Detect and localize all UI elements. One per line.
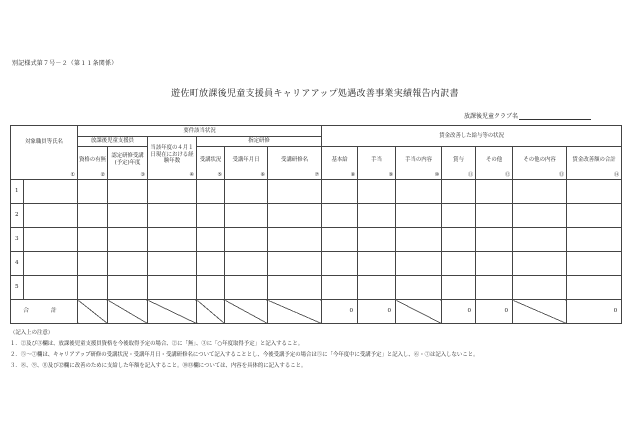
- header-training-name: 受講研修名 ⑦: [268, 147, 322, 180]
- cell-other-detail[interactable]: [513, 276, 567, 300]
- header-requirements: 要件該当状況: [78, 126, 322, 137]
- cell-bonus[interactable]: [442, 228, 476, 252]
- table-row: [11, 276, 622, 300]
- cell-experience[interactable]: [148, 276, 197, 300]
- cell-other-detail[interactable]: [513, 252, 567, 276]
- cell-bonus[interactable]: [442, 276, 476, 300]
- cell-allowance[interactable]: [358, 276, 396, 300]
- total-diagonal-training-status: [197, 300, 225, 324]
- table-row: [11, 204, 622, 228]
- cell-experience[interactable]: [148, 228, 197, 252]
- table-row: [11, 228, 622, 252]
- cell-base-pay[interactable]: [322, 180, 358, 204]
- cell-total[interactable]: [567, 276, 622, 300]
- row-number: 2: [11, 204, 24, 228]
- cell-qualification[interactable]: [78, 228, 108, 252]
- cell-training-name[interactable]: [268, 228, 322, 252]
- cell-experience[interactable]: [148, 204, 197, 228]
- cell-other-detail[interactable]: [513, 228, 567, 252]
- cell-cert-training[interactable]: [108, 252, 148, 276]
- total-diagonal-other-detail: [513, 300, 567, 324]
- total-diagonal-allowance-detail: [396, 300, 442, 324]
- cell-base-pay[interactable]: [322, 228, 358, 252]
- cell-training-date[interactable]: [225, 252, 268, 276]
- total-bonus: 0: [442, 300, 476, 324]
- cell-allowance[interactable]: [358, 228, 396, 252]
- cell-name[interactable]: [24, 276, 78, 300]
- cell-experience[interactable]: [148, 252, 197, 276]
- header-qualification: 資格の有無 ②: [78, 147, 108, 180]
- cell-training-status[interactable]: [197, 180, 225, 204]
- cell-training-status[interactable]: [197, 252, 225, 276]
- total-diagonal-training-date: [225, 300, 268, 324]
- cell-other[interactable]: [476, 228, 513, 252]
- cell-training-status[interactable]: [197, 204, 225, 228]
- total-label: 合 計: [11, 300, 78, 324]
- cell-allowance-detail[interactable]: [396, 228, 442, 252]
- total-diagonal-cert-training: [108, 300, 148, 324]
- cell-training-date[interactable]: [225, 276, 268, 300]
- total-diagonal-training-name: [268, 300, 322, 324]
- cell-name[interactable]: [24, 180, 78, 204]
- header-allowance: 手当 ⑨: [358, 147, 396, 180]
- cell-other[interactable]: [476, 180, 513, 204]
- cell-name[interactable]: [24, 252, 78, 276]
- table-row: [11, 180, 622, 204]
- club-name-line: [464, 111, 591, 120]
- notes-heading: （記入上の注意）: [10, 330, 54, 336]
- row-number: 5: [11, 276, 24, 300]
- total-diagonal-qualification: [78, 300, 108, 324]
- cell-training-name[interactable]: [268, 276, 322, 300]
- form-id: 別記様式第７号－２（第１１条関係）: [12, 60, 118, 67]
- header-other-detail: その他の内容 ⑬: [513, 147, 567, 180]
- row-number: 3: [11, 228, 24, 252]
- cell-allowance-detail[interactable]: [396, 252, 442, 276]
- total-diagonal-experience: [148, 300, 197, 324]
- total-allowance: 0: [358, 300, 396, 324]
- cell-base-pay[interactable]: [322, 204, 358, 228]
- cell-allowance-detail[interactable]: [396, 204, 442, 228]
- cell-other[interactable]: [476, 276, 513, 300]
- cell-cert-training[interactable]: [108, 204, 148, 228]
- cell-bonus[interactable]: [442, 180, 476, 204]
- header-other: その他 ⑫: [476, 147, 513, 180]
- cell-training-status[interactable]: [197, 228, 225, 252]
- cell-allowance[interactable]: [358, 180, 396, 204]
- cell-cert-training[interactable]: [108, 228, 148, 252]
- cell-allowance-detail[interactable]: [396, 276, 442, 300]
- cell-bonus[interactable]: [442, 252, 476, 276]
- cell-qualification[interactable]: [78, 276, 108, 300]
- cell-total[interactable]: [567, 252, 622, 276]
- header-training-date: 受講年月日 ⑥: [225, 147, 268, 180]
- total-other: 0: [476, 300, 513, 324]
- club-name-label: 放課後児童クラブ名: [464, 113, 519, 120]
- table-row: [11, 252, 622, 276]
- header-support-staff: 放課後児童支援員: [78, 137, 148, 147]
- cell-total[interactable]: [567, 180, 622, 204]
- cell-allowance[interactable]: [358, 252, 396, 276]
- document-title: 遊佐町放課後児童支援員キャリアアップ処遇改善事業実績報告内訳書: [171, 89, 459, 99]
- note-item: ２．⑤～⑦欄は、キャリアアップ研修の受講状況・受講年月日・受講研修名について記入することとし、今後受講予定の場合は⑤に「今年度中に受講予定」と記入し、⑥・⑦は記入しないこと。: [10, 352, 479, 358]
- note-item: １．②及び③欄は、放課後児童支援員資格を今後取得予定の場合、②に「無」、③に「○年度取得予定」と記入すること。: [10, 341, 304, 347]
- total-base-pay: 0: [322, 300, 358, 324]
- cell-base-pay[interactable]: [322, 276, 358, 300]
- cell-cert-training[interactable]: [108, 276, 148, 300]
- header-base-pay: 基本給 ⑧: [322, 147, 358, 180]
- report-table: [10, 125, 622, 324]
- total-row: [11, 300, 622, 324]
- row-number: 4: [11, 252, 24, 276]
- cell-training-name[interactable]: [268, 204, 322, 228]
- cell-qualification[interactable]: [78, 204, 108, 228]
- row-number: 1: [11, 180, 24, 204]
- header-total: 賃金改善額の合計 ⑭: [567, 147, 622, 180]
- notes-section: [10, 328, 622, 372]
- cell-training-name[interactable]: [268, 180, 322, 204]
- cell-other-detail[interactable]: [513, 204, 567, 228]
- cell-training-date[interactable]: [225, 180, 268, 204]
- header-cert-training: 認定研修受講(予定)年度 ③: [108, 147, 148, 180]
- cell-bonus[interactable]: [442, 204, 476, 228]
- cell-other[interactable]: [476, 204, 513, 228]
- cell-training-date[interactable]: [225, 204, 268, 228]
- cell-total[interactable]: [567, 204, 622, 228]
- header-training-status: 受講状況 ⑤: [197, 147, 225, 180]
- cell-training-name[interactable]: [268, 252, 322, 276]
- cell-experience[interactable]: [148, 180, 197, 204]
- cell-qualification[interactable]: [78, 252, 108, 276]
- cell-allowance[interactable]: [358, 204, 396, 228]
- club-name-blank[interactable]: [519, 112, 591, 120]
- cell-name[interactable]: [24, 228, 78, 252]
- header-experience: 当該年度の４月１日現在における経験年数 ④: [148, 137, 197, 180]
- cell-training-date[interactable]: [225, 228, 268, 252]
- note-item: ３．⑧、⑨、⑪及び⑫欄に改善のために支給した年額を記入すること。⑩⑬欄については、内容を具体的に記入すること。: [10, 363, 307, 369]
- header-wage: 賃金改善した給与等の状況: [322, 126, 622, 147]
- cell-training-status[interactable]: [197, 276, 225, 300]
- cell-name[interactable]: [24, 204, 78, 228]
- cell-allowance-detail[interactable]: [396, 180, 442, 204]
- header-name: 対象職員等氏名 ①: [11, 126, 78, 180]
- header-designated-training: 指定研修: [197, 137, 322, 147]
- cell-other[interactable]: [476, 252, 513, 276]
- cell-other-detail[interactable]: [513, 180, 567, 204]
- cell-cert-training[interactable]: [108, 180, 148, 204]
- cell-base-pay[interactable]: [322, 252, 358, 276]
- cell-qualification[interactable]: [78, 180, 108, 204]
- header-bonus: 賞与 ⑪: [442, 147, 476, 180]
- header-allowance-detail: 手当の内容 ⑩: [396, 147, 442, 180]
- total-sum: 0: [567, 300, 622, 324]
- cell-total[interactable]: [567, 228, 622, 252]
